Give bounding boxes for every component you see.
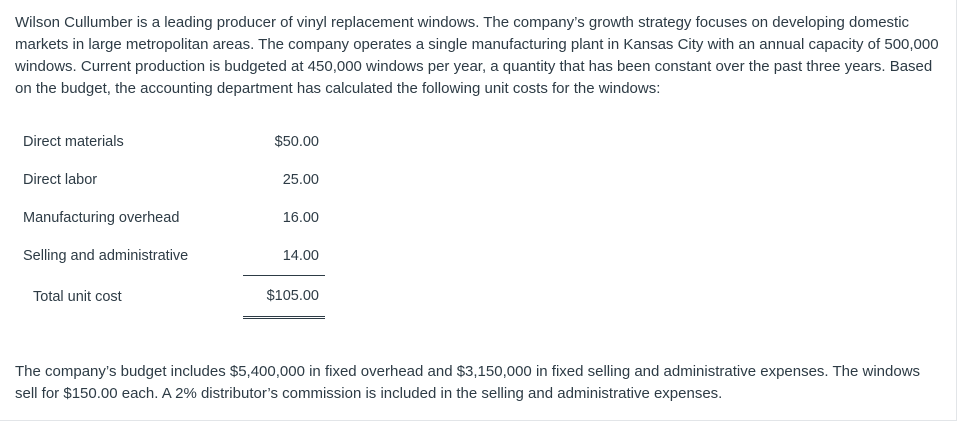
table-row [15, 161, 325, 199]
cost-value-selling-admin: 14.00 [243, 237, 325, 276]
table-row [15, 199, 325, 237]
table-row [15, 123, 325, 161]
closing-paragraph: The company’s budget includes $5,400,000 in fixed overhead and $3,150,000 in fixed selling and administrative expenses. The windows sell for $150.00 each. A 2% distributor’s commission is included in the selling and administrative expenses. [15, 363, 921, 402]
total-row [15, 276, 325, 318]
cost-value-direct-materials: $50.00 [274, 134, 319, 150]
total-unit-cost-label: Total unit cost [33, 288, 122, 305]
cost-label-selling-admin: Selling and administrative [23, 248, 189, 265]
unit-cost-table [15, 123, 325, 319]
cost-label-direct-labor: Direct labor [23, 172, 98, 188]
cost-label-manufacturing-overhead: Manufacturing overhead [23, 210, 180, 226]
table-row [15, 237, 325, 276]
cost-label-direct-materials: Direct materials [23, 134, 124, 150]
cost-value-direct-labor: 25.00 [282, 172, 319, 188]
total-unit-cost-value: $105.00 [243, 276, 325, 318]
cost-value-manufacturing-overhead: 16.00 [282, 210, 319, 226]
intro-paragraph: Wilson Cullumber is a leading producer of vinyl replacement windows. The company’s growth strategy focuses on developing domestic markets in large metropolitan areas. The company operates a single manufacturing plant in Kansas City with an annual capacity of 500,000 windows. Current production is budgeted at 450,000 windows per year, a quantity that has been constant over the past three years. Based on the budget, the accounting department has calculated the following unit costs for the windows: [15, 14, 939, 97]
